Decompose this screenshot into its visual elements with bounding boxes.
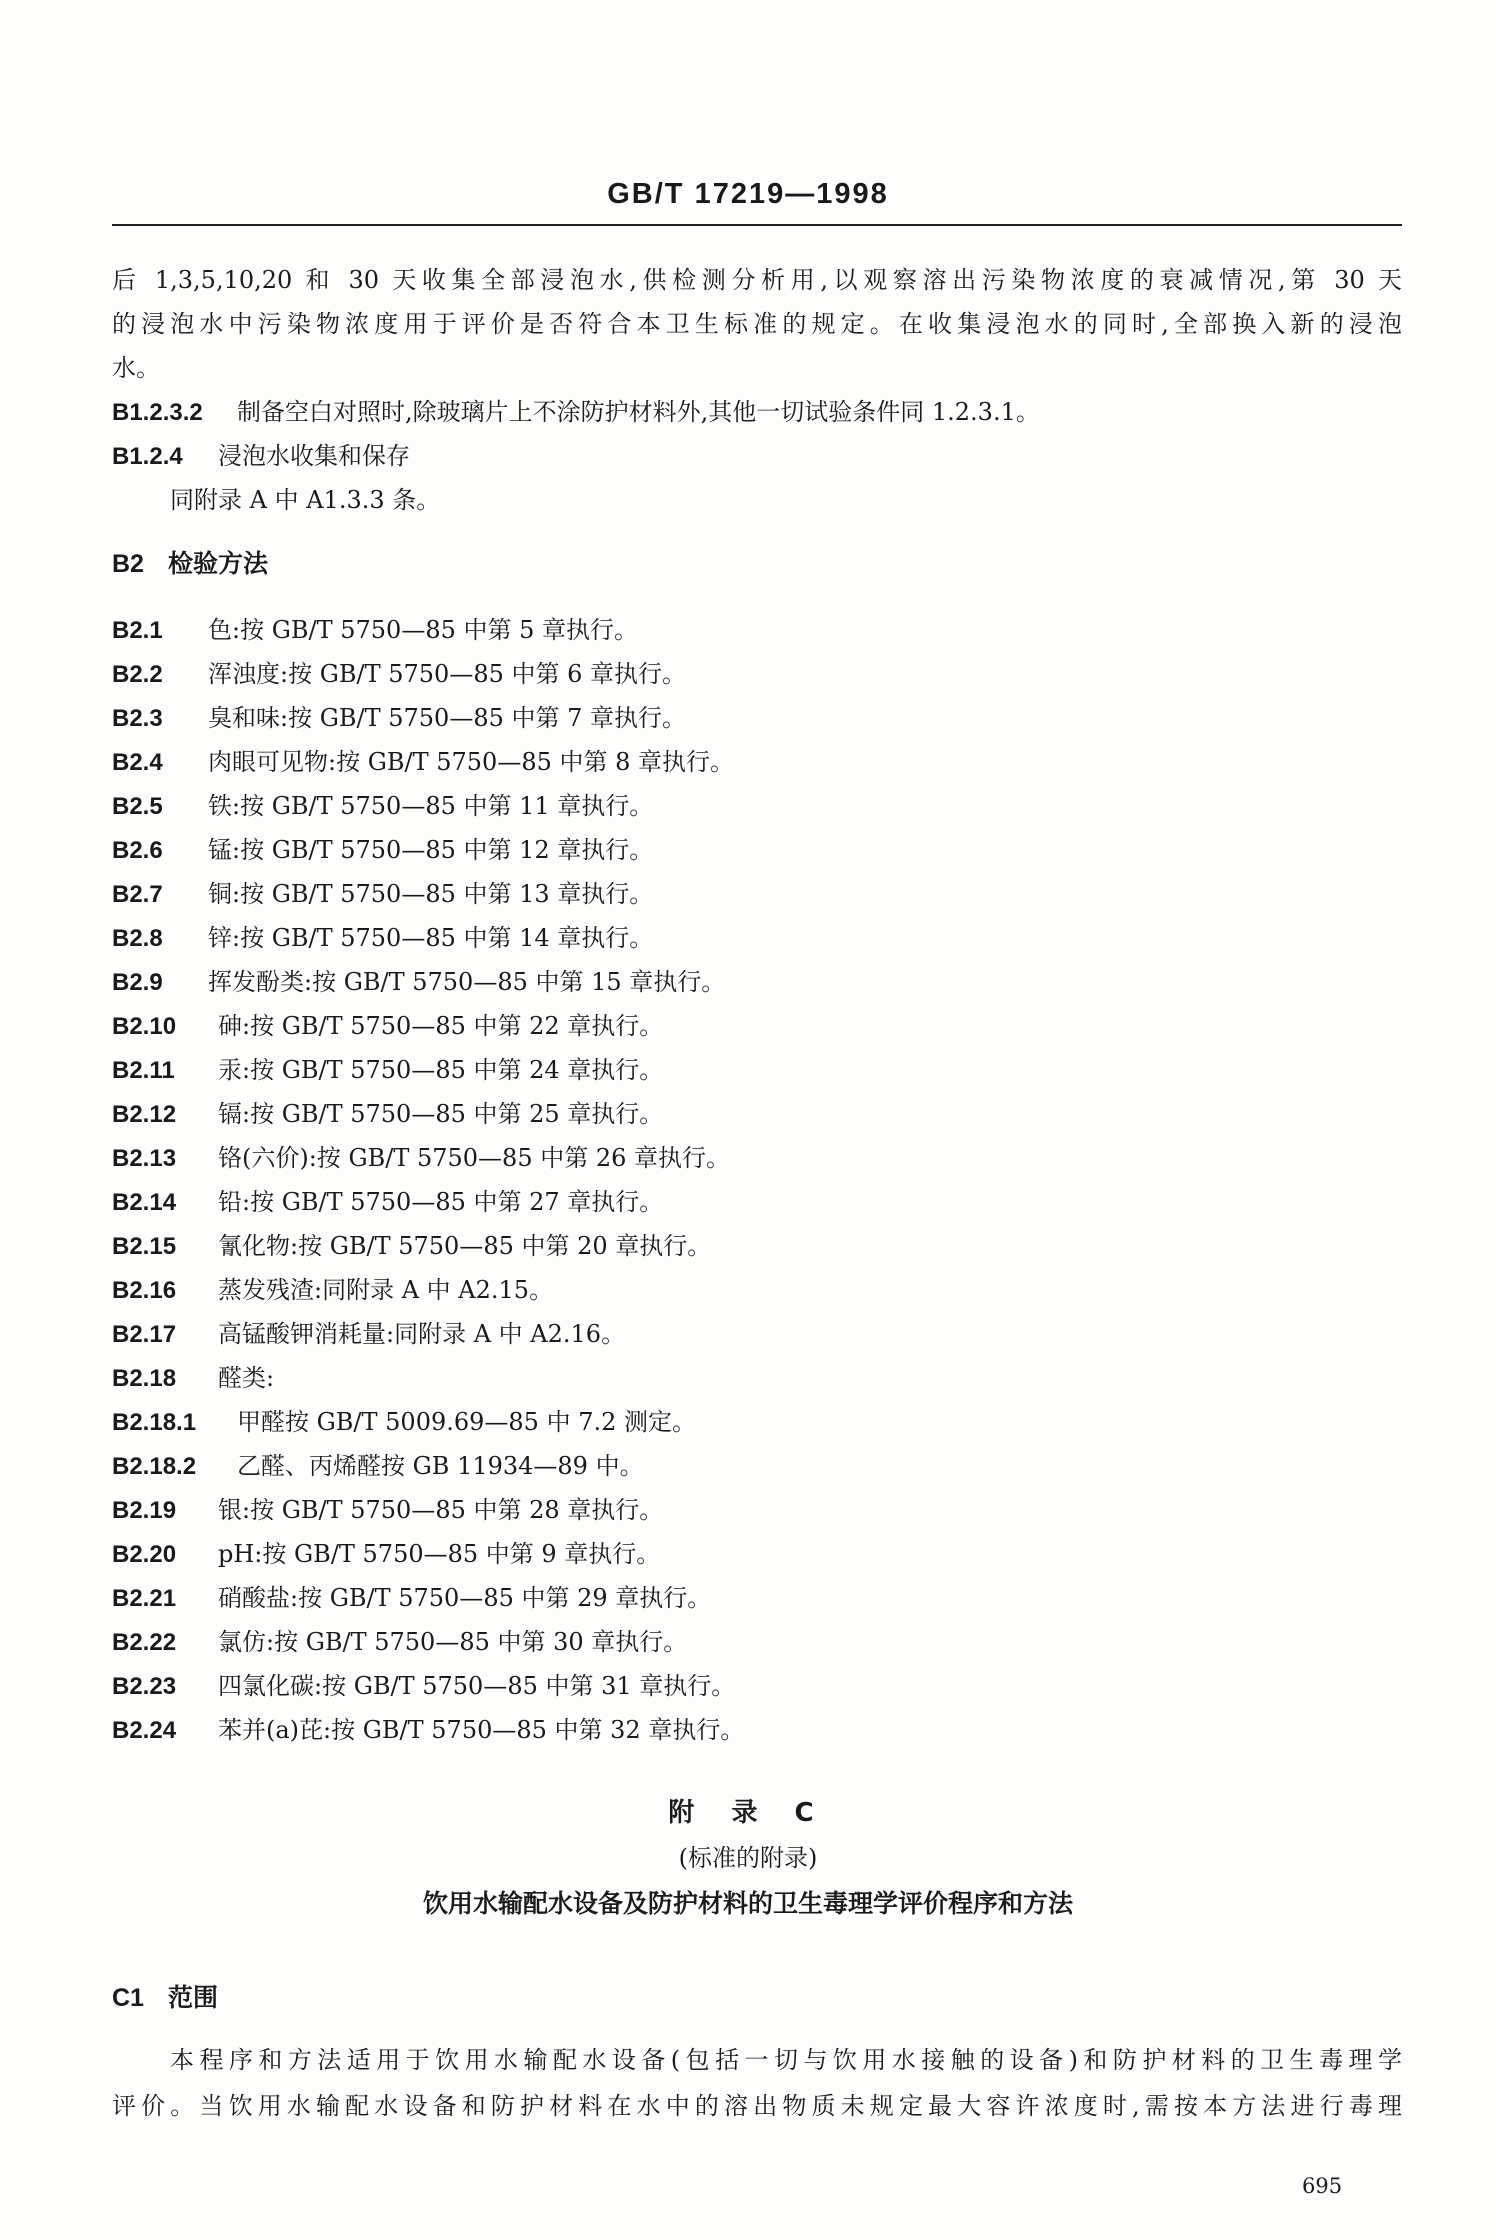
test-method-item	[112, 1710, 744, 1745]
item-text: pH:按 GB/T 5750—85 中第 9 章执行。	[218, 1540, 661, 1568]
item-text: 蒸发残渣:同附录 A 中 A2.15。	[218, 1276, 554, 1304]
section-number: C1	[112, 1984, 144, 2012]
test-method-item	[112, 918, 653, 953]
test-method-item	[112, 1314, 625, 1349]
item-text: 锰:按 GB/T 5750—85 中第 12 章执行。	[208, 836, 654, 864]
test-method-item	[112, 1402, 696, 1437]
item-number: B2.5	[112, 793, 163, 820]
continuation-line-1: 后 1,3,5,10,20 和 30 天收集全部浸泡水,供检测分析用,以观察溶出污染物浓度的衰减情况,第 30 天	[112, 266, 1402, 294]
item-text: 氰化物:按 GB/T 5750—85 中第 20 章执行。	[218, 1232, 712, 1260]
item-number: B2.24	[112, 1717, 177, 1744]
continuation-line-3: 水。	[112, 354, 160, 382]
section-number: B2	[112, 550, 144, 578]
item-number: B2.9	[112, 969, 163, 996]
item-text: 色:按 GB/T 5750—85 中第 5 章执行。	[208, 616, 639, 644]
appendix-name: 饮用水输配水设备及防护材料的卫生毒理学评价程序和方法	[422, 1889, 1073, 1918]
item-number: B2.16	[112, 1277, 177, 1304]
test-method-item	[112, 1622, 687, 1657]
test-method-item	[112, 1182, 663, 1217]
item-text: 铬(六价):按 GB/T 5750—85 中第 26 章执行。	[218, 1144, 731, 1172]
item-number: B2.18.2	[112, 1453, 197, 1480]
item-number: B2.13	[112, 1145, 177, 1172]
test-method-item	[112, 1094, 663, 1129]
section-title: 范围	[167, 1983, 218, 2012]
item-number: B2.20	[112, 1541, 177, 1568]
item-number: B2.7	[112, 881, 163, 908]
clause-number: B1.2.3.2	[112, 399, 203, 426]
item-number: B2.19	[112, 1497, 177, 1524]
appendix-title: 附 录 C	[668, 1798, 828, 1828]
test-method-item	[112, 610, 638, 645]
test-method-item	[112, 1050, 663, 1085]
test-method-item	[112, 962, 725, 997]
item-text: 甲醛按 GB/T 5009.69—85 中 7.2 测定。	[237, 1408, 696, 1436]
test-method-item	[112, 1270, 553, 1305]
item-text: 铁:按 GB/T 5750—85 中第 11 章执行。	[208, 792, 654, 820]
header-rule	[112, 224, 1402, 226]
item-number: B2.12	[112, 1101, 177, 1128]
item-number: B2.23	[112, 1673, 177, 1700]
item-text: 氯仿:按 GB/T 5750—85 中第 30 章执行。	[218, 1628, 688, 1656]
item-number: B2.6	[112, 837, 163, 864]
item-number: B2.4	[112, 749, 163, 776]
item-number: B2.10	[112, 1013, 177, 1040]
section-heading-b2	[112, 544, 268, 580]
item-text: 硝酸盐:按 GB/T 5750—85 中第 29 章执行。	[218, 1584, 712, 1612]
test-method-item	[112, 742, 734, 777]
clause-b1-2-4	[112, 436, 410, 471]
item-text: 镉:按 GB/T 5750—85 中第 25 章执行。	[218, 1100, 664, 1128]
test-method-item	[112, 1006, 663, 1041]
item-text: 肉眼可见物:按 GB/T 5750—85 中第 8 章执行。	[208, 748, 735, 776]
item-text: 挥发酚类:按 GB/T 5750—85 中第 15 章执行。	[208, 968, 726, 996]
c1-paragraph-line-1: 本程序和方法适用于饮用水输配水设备(包括一切与饮用水接触的设备)和防护材料的卫生毒理学	[170, 2046, 1402, 2074]
test-method-item	[112, 1446, 644, 1481]
test-method-item	[112, 830, 653, 865]
test-method-item	[112, 1534, 660, 1569]
test-method-item	[112, 1138, 730, 1173]
appendix-subtitle: (标准的附录)	[678, 1844, 818, 1872]
item-number: B2.15	[112, 1233, 177, 1260]
test-method-item	[112, 698, 686, 733]
test-method-item	[112, 654, 686, 689]
item-number: B2.8	[112, 925, 163, 952]
continuation-line-2: 的浸泡水中污染物浓度用于评价是否符合本卫生标准的规定。在收集浸泡水的同时,全部换入新的浸泡	[112, 310, 1402, 338]
item-text: 铜:按 GB/T 5750—85 中第 13 章执行。	[208, 880, 654, 908]
test-method-item	[112, 1226, 711, 1261]
item-text: 汞:按 GB/T 5750—85 中第 24 章执行。	[218, 1056, 664, 1084]
page-number: 695	[1302, 2174, 1343, 2198]
item-number: B2.11	[112, 1057, 175, 1084]
section-heading-c1	[112, 1978, 218, 2014]
item-number: B2.21	[112, 1585, 177, 1612]
clause-b1-2-3-2	[112, 392, 1040, 427]
item-text: 苯并(a)芘:按 GB/T 5750—85 中第 32 章执行。	[218, 1716, 745, 1744]
item-text: 锌:按 GB/T 5750—85 中第 14 章执行。	[208, 924, 654, 952]
page-header-standard-number: GB/T 17219—1998	[607, 178, 889, 210]
item-text: 铅:按 GB/T 5750—85 中第 27 章执行。	[218, 1188, 664, 1216]
item-text: 高锰酸钾消耗量:同附录 A 中 A2.16。	[218, 1320, 626, 1348]
item-text: 砷:按 GB/T 5750—85 中第 22 章执行。	[218, 1012, 664, 1040]
item-number: B2.14	[112, 1189, 177, 1216]
item-number: B2.18.1	[112, 1409, 197, 1436]
item-number: B2.17	[112, 1321, 177, 1348]
item-text: 乙醛、丙烯醛按 GB 11934—89 中。	[237, 1452, 644, 1480]
test-method-item	[112, 786, 653, 821]
clause-b1-2-4-body: 同附录 A 中 A1.3.3 条。	[170, 486, 441, 514]
section-title: 检验方法	[167, 549, 268, 578]
item-number: B2.22	[112, 1629, 177, 1656]
item-number: B2.2	[112, 661, 163, 688]
clause-number: B1.2.4	[112, 443, 183, 470]
test-method-item	[112, 874, 653, 909]
item-number: B2.18	[112, 1365, 177, 1392]
test-method-item	[112, 1578, 711, 1613]
item-number: B2.1	[112, 617, 163, 644]
item-number: B2.3	[112, 705, 163, 732]
c1-paragraph-line-2: 评价。当饮用水输配水设备和防护材料在水中的溶出物质未规定最大容许浓度时,需按本方法进行毒理	[112, 2092, 1402, 2120]
item-text: 臭和味:按 GB/T 5750—85 中第 7 章执行。	[208, 704, 687, 732]
item-text: 四氯化碳:按 GB/T 5750—85 中第 31 章执行。	[218, 1672, 736, 1700]
clause-text: 浸泡水收集和保存	[218, 442, 410, 470]
test-method-item	[112, 1666, 735, 1701]
item-text: 醛类:	[218, 1364, 275, 1392]
test-method-item	[112, 1358, 274, 1393]
test-method-item	[112, 1490, 663, 1525]
item-text: 浑浊度:按 GB/T 5750—85 中第 6 章执行。	[208, 660, 687, 688]
clause-text: 制备空白对照时,除玻璃片上不涂防护材料外,其他一切试验条件同 1.2.3.1。	[237, 398, 1040, 426]
item-text: 银:按 GB/T 5750—85 中第 28 章执行。	[218, 1496, 664, 1524]
